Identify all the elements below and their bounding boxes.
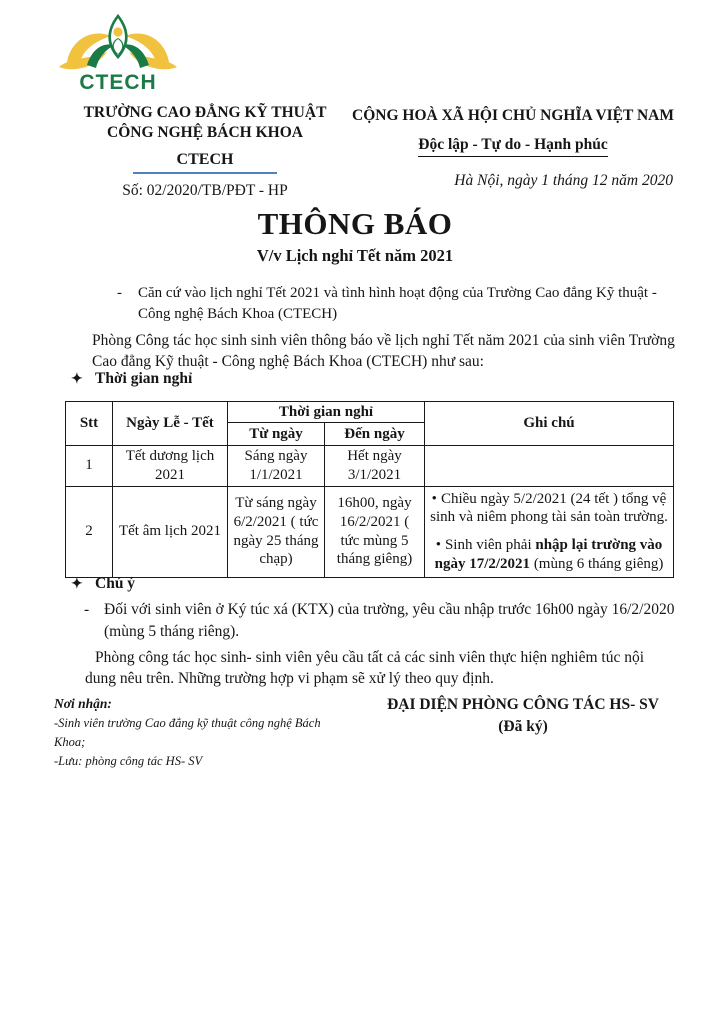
recipients-block xyxy=(54,694,354,771)
dash-bullet: - xyxy=(117,285,122,301)
section-note-heading xyxy=(71,575,135,593)
announcement-paragraph: Phòng Công tác học sinh sinh viên thông báo về lịch nghỉ Tết năm 2021 của sinh viên Trường Cao đẳng Kỹ thuật - Công nghệ Bách Khoa (CTECH) như sau: xyxy=(92,332,675,370)
recipients-title: Nơi nhận: xyxy=(54,696,112,711)
cell-from: Từ sáng ngày 6/2/2021 ( tức ngày 25 tháng chạp) xyxy=(228,486,325,577)
document-subtitle: V/v Lịch nghỉ Tết năm 2021 xyxy=(256,246,454,265)
star-bullet-icon: ✦ xyxy=(71,372,83,387)
col-header-stt: Stt xyxy=(66,402,113,446)
cell-to: 16h00, ngày 16/2/2021 ( tức mùng 5 tháng giêng) xyxy=(325,486,425,577)
note-item-1 xyxy=(429,490,669,528)
note-1-text: Chiều ngày 5/2/2021 (24 tết ) tổng vệ sinh và niêm phong tài sản toàn trường. xyxy=(430,490,668,526)
closing-paragraph: Phòng công tác học sinh- sinh viên yêu cầu tất cả các sinh viên thực hiện nghiêm túc nội dung nêu trên. Những trường hợp vi phạm sẽ xử lý theo quy định. xyxy=(85,649,645,687)
table-header-row-1 xyxy=(66,402,674,423)
col-header-period: Thời gian nghỉ xyxy=(228,402,425,423)
signer-title: ĐẠI DIỆN PHÒNG CÔNG TÁC HS- SV xyxy=(387,696,659,713)
issue-date: Hà Nội, ngày 1 tháng 12 năm 2020 xyxy=(454,172,673,190)
signature-block xyxy=(358,694,688,739)
national-motto-wrap xyxy=(345,135,681,157)
holiday-schedule-table xyxy=(65,401,674,578)
note-2-bold: nhập lại trường vào ngày 17/2/2021 xyxy=(434,537,663,572)
school-logo xyxy=(56,12,180,95)
cell-stt: 2 xyxy=(66,486,113,577)
header-school-block xyxy=(48,103,362,201)
col-header-to: Đến ngày xyxy=(325,423,425,446)
school-name-line2: CÔNG NGHỆ BÁCH KHOA xyxy=(107,124,303,142)
lotus-logo-icon xyxy=(57,12,179,74)
section-schedule-heading xyxy=(71,370,192,388)
dash-bullet: - xyxy=(84,601,90,618)
national-title: CỘNG HOÀ XÃ HỘI CHỦ NGHĨA VIỆT NAM xyxy=(352,107,674,124)
cell-notes xyxy=(425,446,674,487)
recipient-line: -Sinh viên trường Cao đẳng kỹ thuật công nghệ Bách Khoa; xyxy=(54,716,321,749)
cell-notes xyxy=(425,486,674,577)
note-2-pre: Sinh viên phải xyxy=(444,537,536,553)
basis-list-item xyxy=(117,283,673,325)
col-header-from: Từ ngày xyxy=(228,423,325,446)
signed-note: (Đã ký) xyxy=(498,718,548,736)
cell-stt: 1 xyxy=(66,446,113,487)
cell-to: Hết ngày 3/1/2021 xyxy=(325,446,425,487)
header-national-block xyxy=(345,106,681,191)
col-header-holiday: Ngày Lễ - Tết xyxy=(113,402,228,446)
dot-bullet-icon: • xyxy=(431,490,437,507)
school-name-line1: TRƯỜNG CAO ĐẲNG KỸ THUẬT xyxy=(83,104,327,121)
note-item-2 xyxy=(429,536,669,574)
document-number: Số: 02/2020/TB/PĐT - HP xyxy=(122,182,288,200)
cell-holiday: Tết âm lịch 2021 xyxy=(113,486,228,577)
national-motto: Độc lập - Tự do - Hạnh phúc xyxy=(418,135,607,157)
note-2-post: (mùng 6 tháng giêng) xyxy=(530,555,664,572)
star-bullet-icon: ✦ xyxy=(71,577,83,592)
table-row xyxy=(66,446,674,487)
col-header-notes: Ghi chú xyxy=(425,402,674,446)
school-abbr: CTECH xyxy=(133,150,278,174)
dot-bullet-icon: • xyxy=(435,537,441,553)
section-schedule-title: Thời gian nghỉ xyxy=(95,370,193,387)
cell-holiday: Tết dương lịch 2021 xyxy=(113,446,228,487)
logo-wordmark: CTECH xyxy=(79,71,157,94)
recipient-line: -Lưu: phòng công tác HS- SV xyxy=(54,753,203,768)
section-note-title: Chú ý xyxy=(95,575,136,592)
basis-text: Căn cứ vào lịch nghỉ Tết 2021 và tình hình hoạt động của Trường Cao đẳng Kỹ thuật - Công nghệ Bách Khoa (CTECH) xyxy=(138,285,657,322)
document-title: THÔNG BÁO xyxy=(257,206,453,241)
ktx-note-text: Đối với sinh viên ở Ký túc xá (KTX) của trường, yêu cầu nhập trước 16h00 ngày 16/2/2020 (mùng 5 tháng riêng). xyxy=(104,601,675,640)
table-row xyxy=(66,486,674,577)
school-abbr-wrap xyxy=(48,150,362,174)
ktx-note-item xyxy=(84,599,680,642)
cell-from: Sáng ngày 1/1/2021 xyxy=(228,446,325,487)
